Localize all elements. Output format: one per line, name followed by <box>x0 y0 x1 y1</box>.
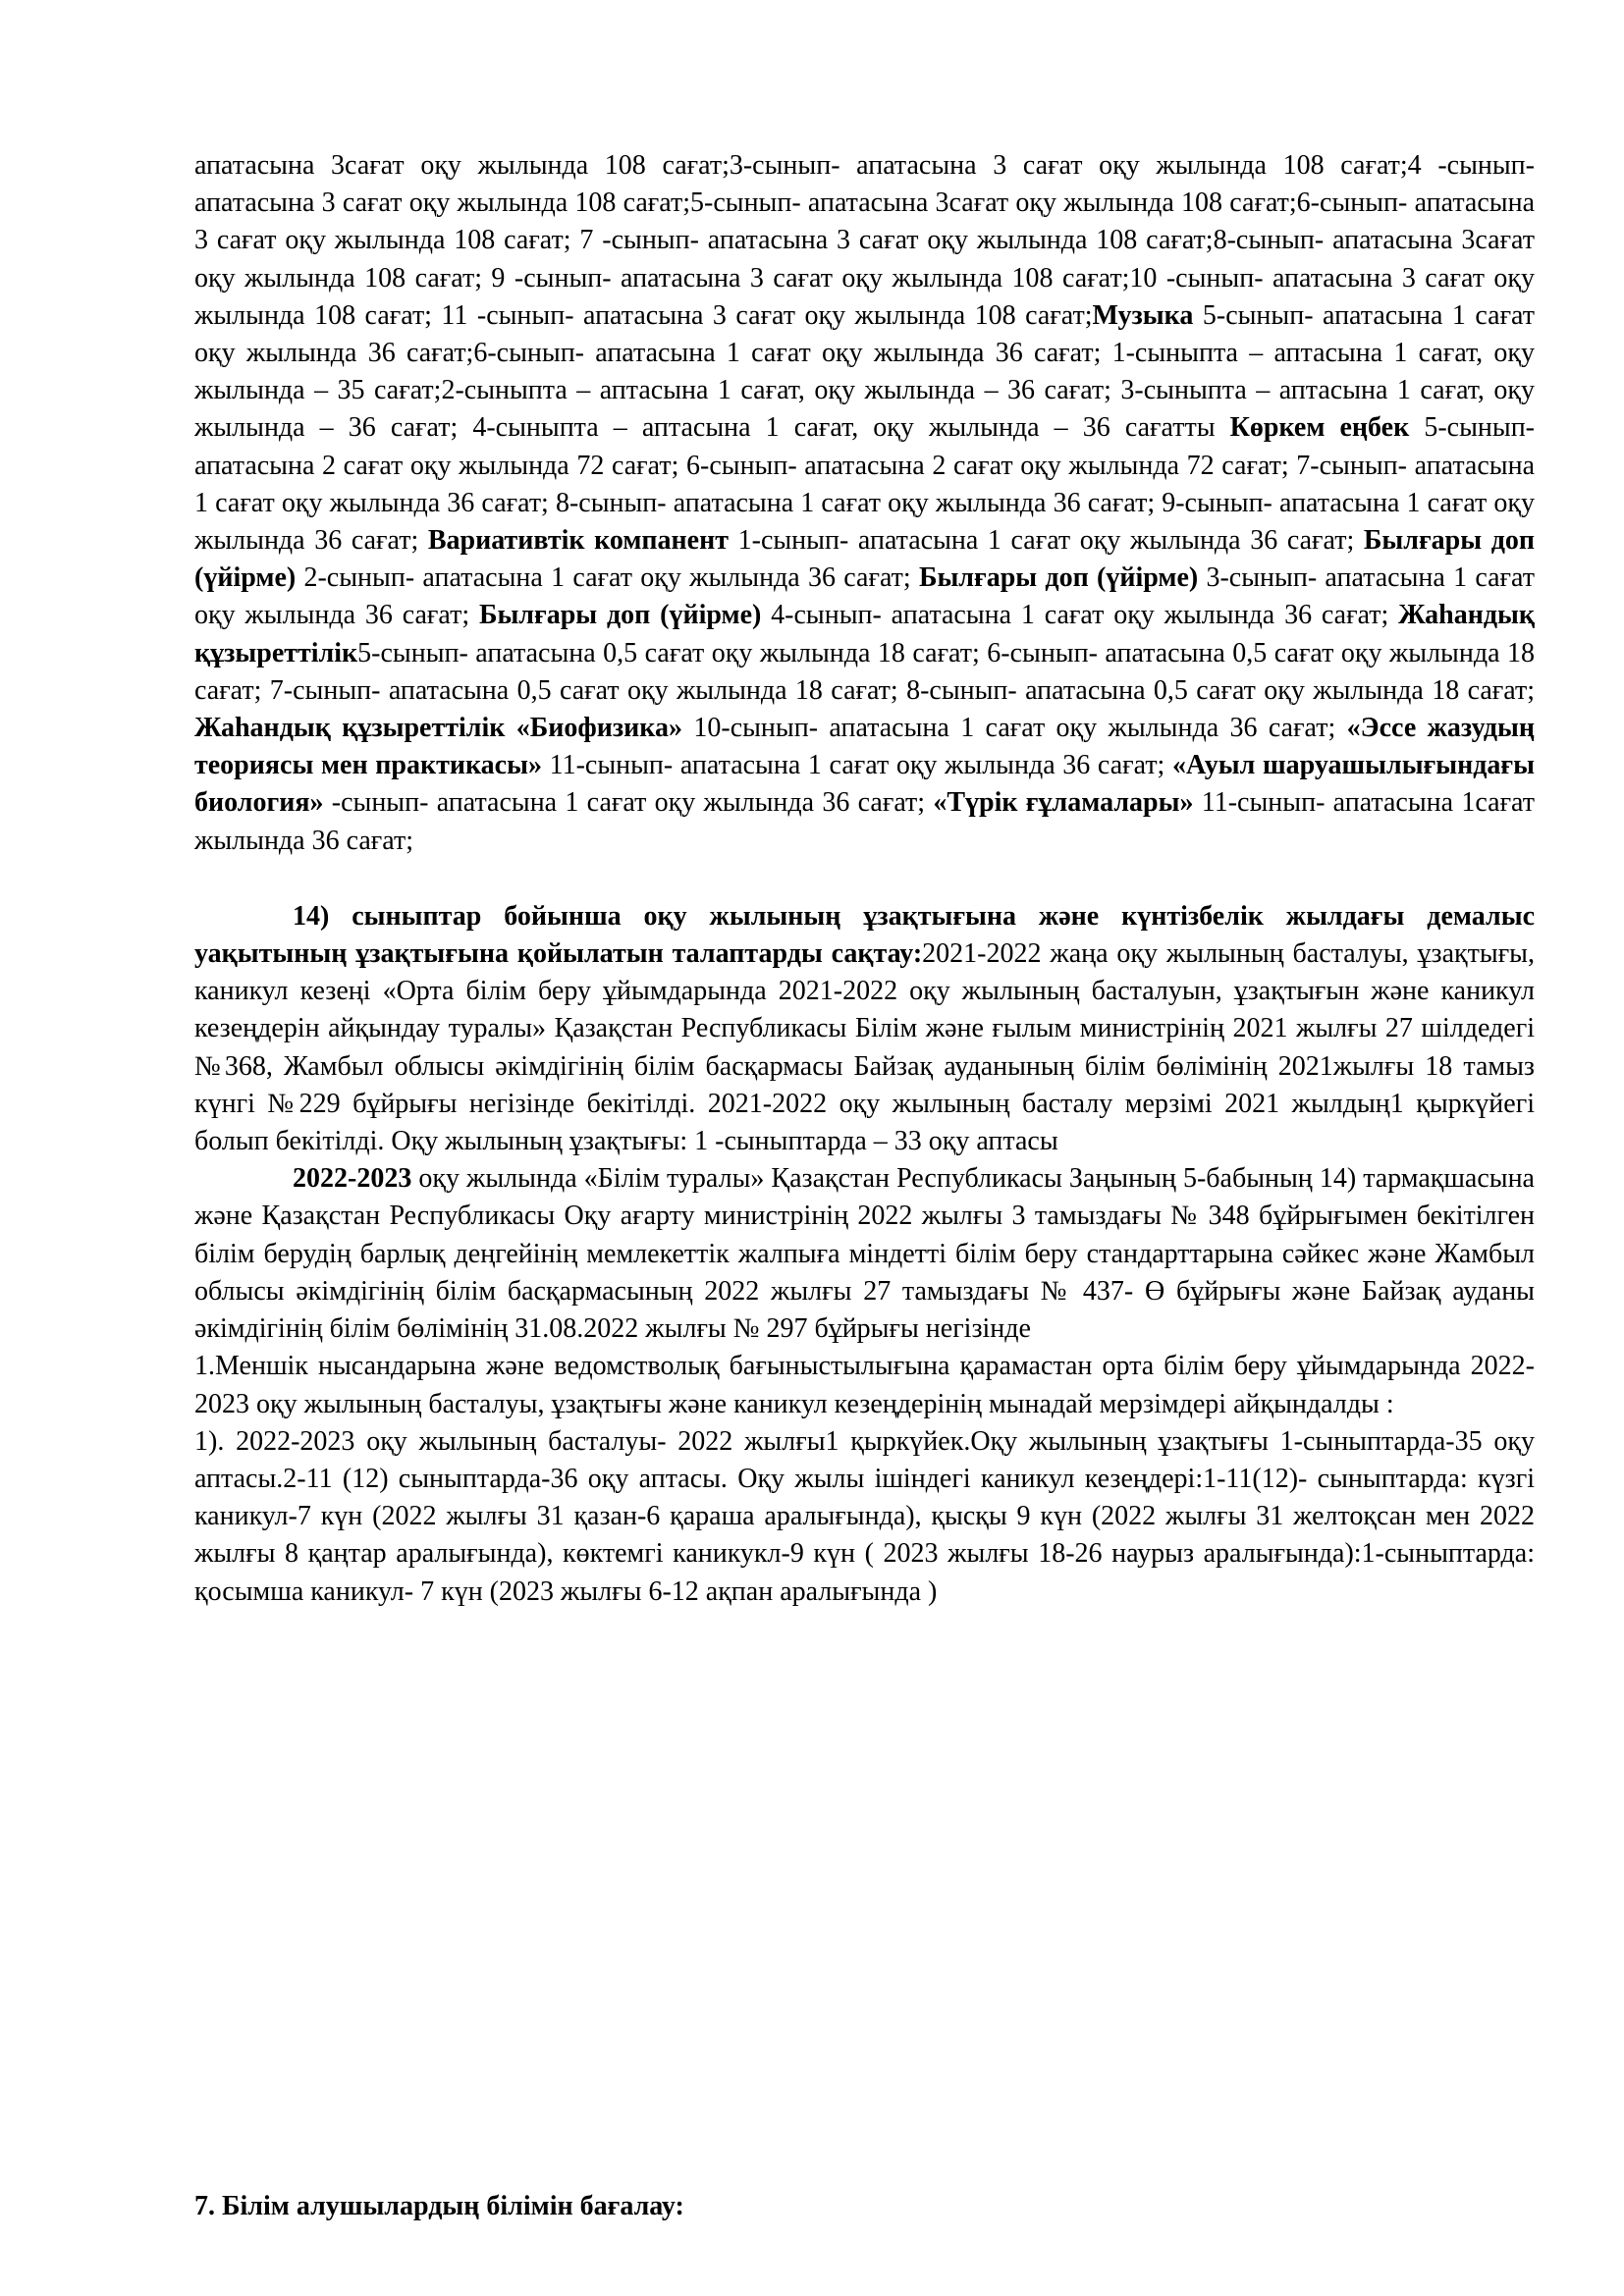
bold-run: Былғары доп (үйірме) <box>918 562 1199 594</box>
text-run: 5-сынып- апатасына 0,5 сағат оқу жылында 18 сағат; 6-сынып- апатасына 0,5 сағат оқу жылында 18 сағат; 7-сынып- апатасына 0,5 сағат оқу жылында 18 сағат; 8-сынып- апатасына 0,5 сағат оқу жылында 18 сағат; <box>194 637 1535 706</box>
text-run: 3-сынып- апатасына 1 сағат оқу жылында 36 сағат; <box>194 562 1535 631</box>
bold-run: «Түрік ғұламалары» <box>933 787 1194 819</box>
text-run: оқу жылында «Білім туралы» Қазақстан Республикасы Заңының 5-бабының 14) тармақшасына және Қазақстан Республикасы Оқу ағарту министрінің 2022 жылғы 3 тамыздағы № 348 бұйрығымен бекітілген білім берудің барлық деңгейінің мемлекеттік жалпыға міндетті білім беру стандарттарына сәйкес және Жамбыл облысы әкімдігінің білім басқармасының 2022 жылғы 27 тамыздағы № 437- Ө бұйрығы және Байзақ ауданы әкімдігінің білім бөлімінің 31.08.2022 жылғы № 297 бұйрығы негізінде <box>194 1163 1535 1345</box>
text-run: апатасына 3сағат оқу жылында 108 сағат;3-сынып- апатасына 3 сағат оқу жылында 108 сағат;4 -сынып- апатасына 3 сағат оқу жылында 108 сағат;5-сынып- апатасына 3сағат оқу жылында 108 сағат;6-сынып- апатасына 3 сағат оқу жылында 108 сағат; 7 -сынып- апатасына 3 сағат оқу жылында 108 сағат;8-сынып- апатасына 3сағат оқу жылында 108 сағат; 9 -сынып- апатасына 3 сағат оқу жылында 108 сағат;10 -сынып- апатасына 3 сағат оқу жылында 108 сағат; 11 -сынып- апатасына 3 сағат оқу жылында 108 сағат; <box>194 150 1535 331</box>
bold-run: Музыка <box>1092 299 1194 331</box>
bold-run: Былғары доп (үйірме) <box>478 600 762 631</box>
text-run: 5-сынып- апатасына 1 сағат оқу жылында 36 сағат;6-сынып- апатасына 1 сағат оқу жылында 36 сағат; 1-сыныпта – аптасына 1 сағат, оқу жылында – 35 сағат;2-сыныпта – аптасына 1 сағат, оқу жылында – 36 сағат; 3-сыныпта – аптасына 1 сағат, оқу жылында – 36 сағат; 4-сыныпта – аптасына 1 сағат, оқу жылында – 36 сағатты <box>194 299 1535 444</box>
paragraph-2022-2023-basis <box>194 1160 1535 1348</box>
text-run: 2-сынып- апатасына 1 сағат оқу жылында 36 сағат; <box>296 562 919 594</box>
text-run: 10-сынып- апатасына 1 сағат оқу жылында 36 сағат; <box>682 713 1347 744</box>
paragraph-academic-year-requirements <box>194 898 1535 1160</box>
bold-run: Былғары доп (үйірме) <box>194 525 1536 594</box>
section-heading-assessment: 7. Білім алушылардың білімін бағалау: <box>194 2191 684 2221</box>
bold-run: Жаһандық құзыреттілік <box>194 600 1535 668</box>
text-run: 2021-2022 жаңа оқу жылының басталуы, ұзақтығы, каникул кезеңі «Орта білім беру ұйымдарында 2021-2022 оқу жылының басталуын, ұзақтығын және каникул кезеңдерін айқындау туралы» Қазақстан Республикасы Білім және ғылым министрінің 2021 жылғы 27 шілдедегі №368, Жамбыл облысы әкімдігінің білім басқармасы Байзақ ауданының білім бөлімінің 2021жылғы 18 тамыз күнгі №229 бұйрығы негізінде бекітілді. 2021-2022 оқу жылының басталу мерзімі 2021 жылдың1 қыркүйегі болып бекітілді. Оқу жылының ұзақтығы: 1 -сыныптарда – 33 оқу аптасы <box>194 938 1535 1157</box>
text-run: -сынып- апатасына 1 сағат оқу жылында 36 сағат; <box>323 787 934 819</box>
bold-run: Вариативтік компанент <box>427 525 729 557</box>
bold-run: Жаһандық құзыреттілік «Биофизика» <box>194 713 682 744</box>
paragraph-periods-defined: 1.Меншік нысандарына және ведомстволық бағыныстылығына қарамастан орта білім беру ұйымдарында 2022-2023 оқу жылының басталуы, ұзақтығы және каникул кезеңдерінің мынадай мерзімдері айқындалды : <box>194 1351 1535 1419</box>
bold-run: «Ауыл шаруашылығындағы биология» <box>194 750 1536 819</box>
bold-run: 2022-2023 <box>293 1163 412 1195</box>
text-run: 1-сынып- апатасына 1 сағат оқу жылында 36 сағат; <box>729 525 1364 557</box>
paragraph-holiday-periods: 1). 2022-2023 оқу жылының басталуы- 2022 жылғы1 қыркүйек.Оқу жылының ұзақтығы 1-сыныптарда-35 оқу аптасы.2-11 (12) сыныптарда-36 оқу аптасы. Оқу жылы ішіндегі каникул кезеңдері:1-11(12)- сыныптарда: күзгі каникул-7 күн (2022 жылғы 31 қазан-6 қараша аралығында), қысқы 9 күн (2022 жылғы 31 желтоқсан мен 2022 жылғы 8 қаңтар аралығында), көктемгі каникукл-9 күн ( 2023 жылғы 18-26 наурыз аралығында):1-сыныптарда: қосымша каникул- 7 күн (2023 жылғы 6-12 ақпан аралығында ) <box>194 1425 1535 1607</box>
bold-run: 14) сыныптар бойынша оқу жылының ұзақтығына және күнтізбелік жылдағы демалыс уақытының ұзақтығына қойылатын талаптарды сақтау: <box>194 900 1535 970</box>
text-run: 4-сынып- апатасына 1 сағат оқу жылында 36 сағат; <box>761 600 1399 631</box>
text-run: 11-сынып- апатасына 1 сағат оқу жылында 36 сағат; <box>541 750 1172 781</box>
paragraph-hours-list <box>194 147 1535 860</box>
text-run: 5-сынып- апатасына 2 сағат оқу жылында 72 сағат; 6-сынып- апатасына 2 сағат оқу жылында 72 сағат; 7-сынып- апатасына 1 сағат оқу жылында 36 сағат; 8-сынып- апатасына 1 сағат оқу жылында 36 сағат; 9-сынып- апатасына 1 сағат оқу жылында 36 сағат; <box>194 412 1536 557</box>
text-run: 11-сынып- апатасына 1сағат жылында 36 сағат; <box>194 787 1535 856</box>
bold-run: Көркем еңбек <box>1229 412 1410 444</box>
document-body <box>194 147 1535 1611</box>
bold-run: «Эссе жазудың теориясы мен практикасы» <box>194 713 1535 781</box>
